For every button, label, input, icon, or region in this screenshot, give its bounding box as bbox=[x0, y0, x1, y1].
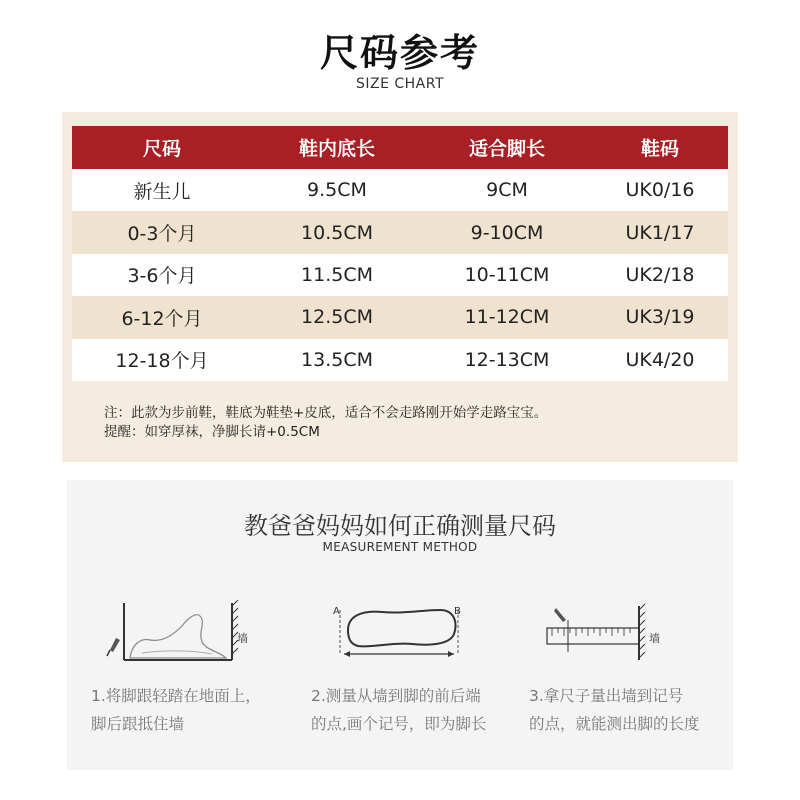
cell-size: 6-12个月 bbox=[121, 307, 203, 330]
cell-size: 0-3个月 bbox=[127, 223, 197, 246]
cell-uk: UK4/20 bbox=[625, 348, 695, 371]
cell-insole: 11.5CM bbox=[301, 263, 373, 286]
cell-size: 12-18个月 bbox=[115, 350, 209, 373]
method-title: 教爸爸妈妈如何正确测量尺码 bbox=[244, 512, 556, 540]
cell-foot: 11-12CM bbox=[464, 306, 550, 329]
cell-uk: UK3/19 bbox=[625, 306, 695, 329]
cell-uk: UK0/16 bbox=[625, 179, 695, 202]
cell-uk: UK2/18 bbox=[625, 263, 695, 286]
table-row bbox=[72, 254, 728, 296]
step-3-line-2: 的点，就能测出脚的长度 bbox=[529, 715, 700, 733]
reminder-line: 提醒：如穿厚袜，净脚长请+0.5CM bbox=[104, 424, 320, 440]
label-a: A bbox=[333, 606, 340, 617]
header-shoe-size: 鞋码 bbox=[640, 138, 679, 160]
wall-label-3: 墙 bbox=[649, 632, 660, 645]
wall-label-1: 墙 bbox=[237, 632, 248, 645]
cell-insole: 10.5CM bbox=[301, 221, 373, 244]
method-subtitle: MEASUREMENT METHOD bbox=[322, 540, 478, 554]
size-table bbox=[72, 126, 728, 381]
label-b: B bbox=[454, 606, 461, 617]
cell-foot: 12-13CM bbox=[464, 348, 550, 371]
ruler-measure-illustration bbox=[542, 602, 657, 664]
step-1 bbox=[91, 682, 311, 738]
cell-insole: 13.5CM bbox=[301, 348, 373, 371]
header-size: 尺码 bbox=[142, 138, 181, 160]
header-foot-length: 适合脚长 bbox=[468, 138, 545, 160]
table-row bbox=[72, 169, 728, 211]
table-row bbox=[72, 339, 728, 381]
cell-insole: 12.5CM bbox=[301, 306, 373, 329]
measurement-method-panel bbox=[67, 480, 733, 770]
cell-size: 新生儿 bbox=[133, 180, 191, 203]
page-subtitle: SIZE CHART bbox=[355, 76, 445, 92]
step-2-line-2: 的点,画个记号，即为脚长 bbox=[311, 715, 487, 733]
table-row bbox=[72, 296, 728, 338]
notes bbox=[104, 404, 547, 442]
note-line: 注：此款为步前鞋，鞋底为鞋垫+皮底，适合不会走路刚开始学走路宝宝。 bbox=[104, 405, 548, 421]
cell-foot: 9-10CM bbox=[470, 221, 544, 244]
table-header bbox=[72, 126, 728, 169]
size-chart-panel bbox=[62, 112, 738, 462]
insole-measure-illustration bbox=[332, 602, 467, 664]
cell-foot: 9CM bbox=[486, 179, 528, 202]
step-3-line-1: 3.拿尺子量出墙到记号 bbox=[529, 687, 684, 705]
foot-against-wall-illustration bbox=[102, 598, 252, 668]
step-2 bbox=[311, 682, 531, 738]
step-2-line-1: 2.测量从墙到脚的前后端 bbox=[311, 687, 481, 705]
step-1-line-1: 1.将脚跟轻踏在地面上， bbox=[91, 687, 261, 705]
cell-size: 3-6个月 bbox=[127, 265, 197, 288]
page-title: 尺码参考 bbox=[319, 31, 480, 75]
step-1-line-2: 脚后跟抵住墙 bbox=[91, 715, 185, 733]
step-3 bbox=[529, 682, 749, 738]
table-row bbox=[72, 211, 728, 253]
cell-insole: 9.5CM bbox=[307, 179, 367, 202]
cell-foot: 10-11CM bbox=[464, 263, 550, 286]
header-insole-length: 鞋内底长 bbox=[298, 138, 375, 160]
cell-uk: UK1/17 bbox=[625, 221, 695, 244]
